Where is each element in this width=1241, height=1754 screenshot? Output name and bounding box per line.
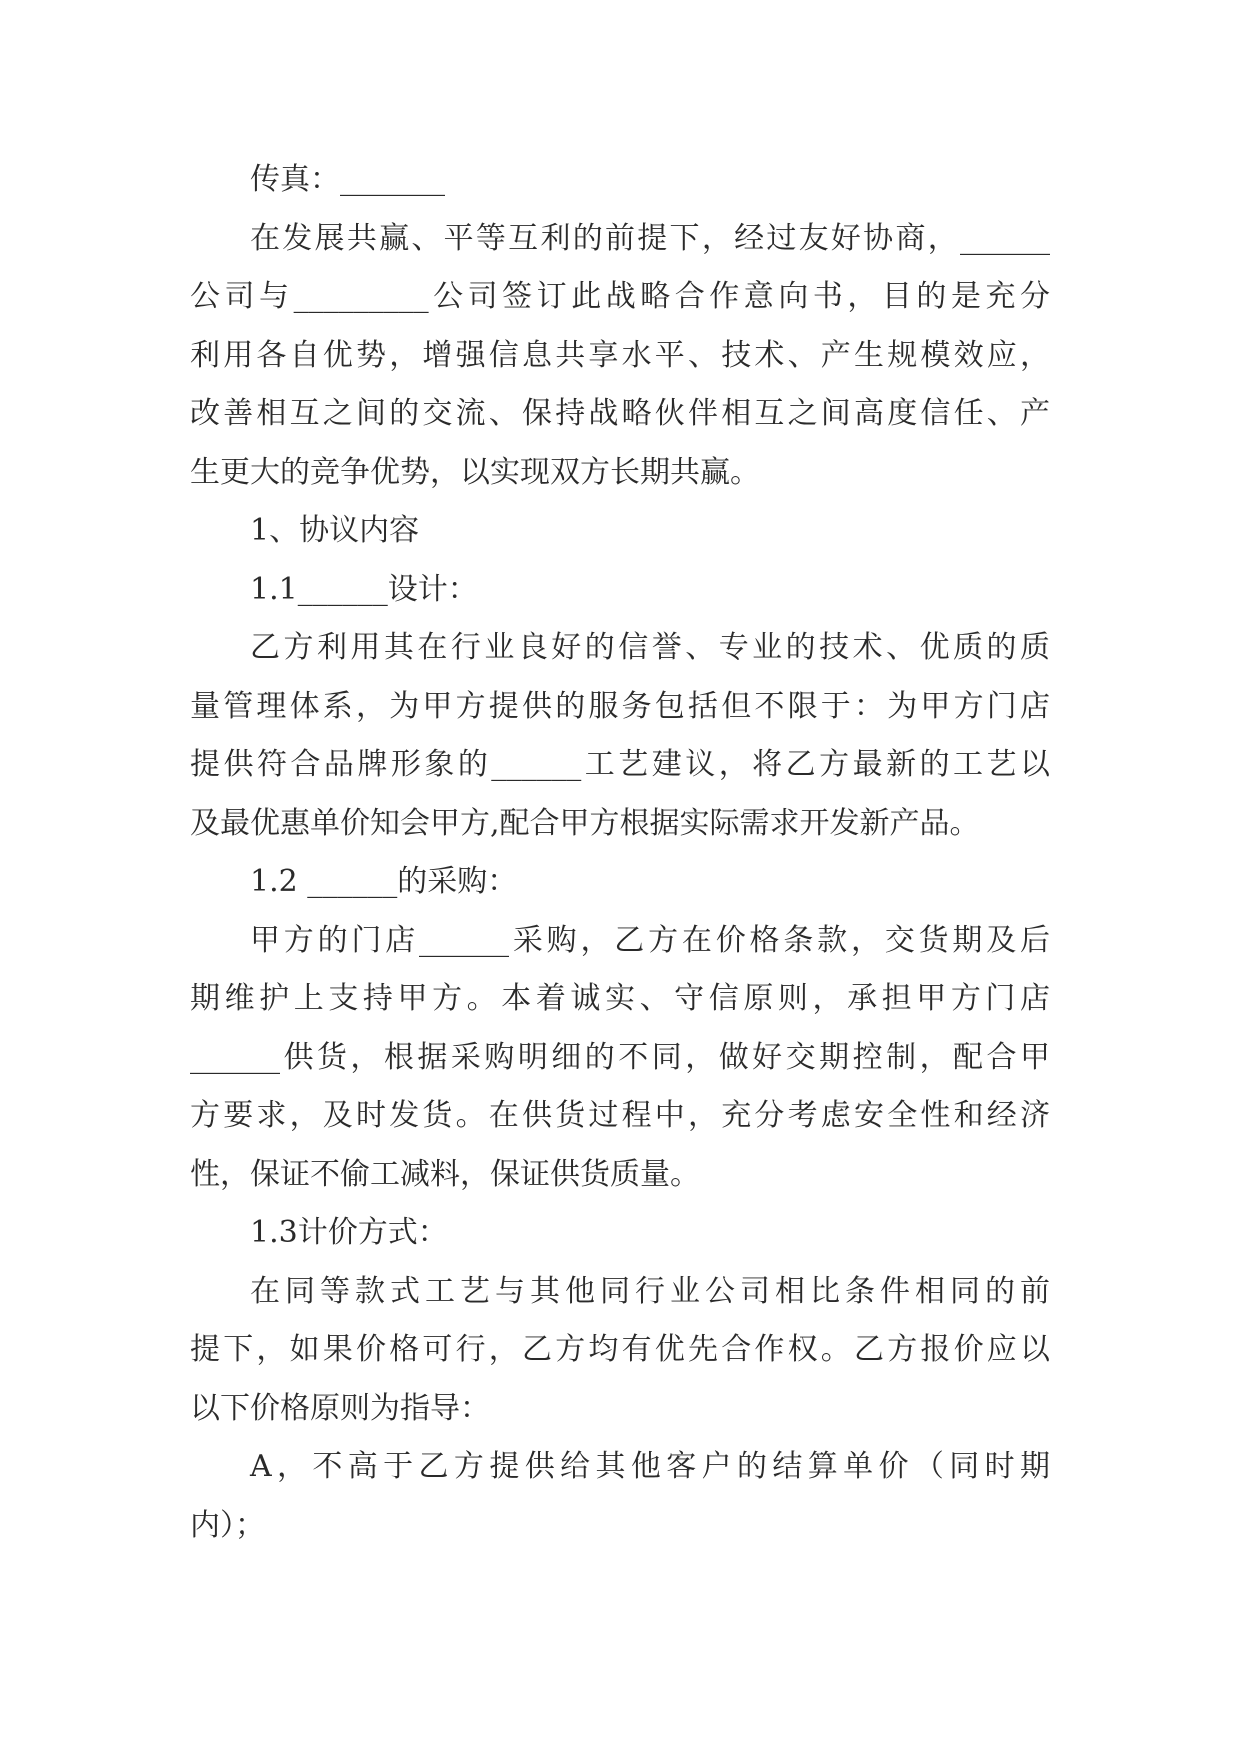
text-line: 公司与_________公司签订此战略合作意向书，目的是充分 — [190, 279, 1050, 314]
text-line: 甲方的门店______采购，乙方在价格条款，交货期及后 — [250, 922, 1050, 958]
text-line: 改善相互之间的交流、保持战略伙伴相互之间高度信任、产 — [190, 396, 1050, 431]
text-line: 性，保证不偷工减料，保证供货质量。 — [190, 1156, 700, 1192]
document-body — [190, 151, 1050, 1555]
text-line: 1.3计价方式： — [250, 1215, 448, 1250]
text-line: 以下价格原则为指导： — [190, 1390, 490, 1426]
text-line: 量管理体系，为甲方提供的服务包括但不限于：为甲方门店 — [190, 688, 1050, 724]
text-line: 生更大的竞争优势，以实现双方长期共赢。 — [190, 454, 760, 490]
text-line: 1.1______设计： — [250, 571, 478, 607]
text-line: 在发展共赢、平等互利的前提下，经过友好协商，______ — [250, 220, 1050, 256]
text-line: 传真：_______ — [250, 162, 445, 197]
text-line: 期维护上支持甲方。本着诚实、守信原则，承担甲方门店 — [190, 981, 1050, 1016]
text-line: 1.2 ______的采购： — [250, 864, 518, 899]
text-line: 利用各自优势，增强信息共享水平、技术、产生规模效应， — [190, 337, 1050, 373]
text-line: 提供符合品牌形象的______工艺建议，将乙方最新的工艺以 — [190, 747, 1050, 782]
text-line: 1、协议内容 — [250, 513, 420, 548]
text-line: A，不高于乙方提供给其他客户的结算单价（同时期 — [250, 1449, 1050, 1484]
text-line: ______供货，根据采购明细的不同，做好交期控制，配合甲 — [190, 1039, 1050, 1075]
text-line: 及最优惠单价知会甲方,配合甲方根据实际需求开发新产品。 — [190, 805, 980, 841]
text-line: 乙方利用其在行业良好的信誉、专业的技术、优质的质 — [250, 630, 1050, 665]
text-line: 方要求，及时发货。在供货过程中，充分考虑安全性和经济 — [190, 1098, 1050, 1133]
text-line: 在同等款式工艺与其他同行业公司相比条件相同的前 — [250, 1273, 1050, 1309]
text-line: 内）； — [190, 1507, 265, 1543]
text-line: 提下，如果价格可行，乙方均有优先合作权。乙方报价应以 — [190, 1332, 1050, 1367]
